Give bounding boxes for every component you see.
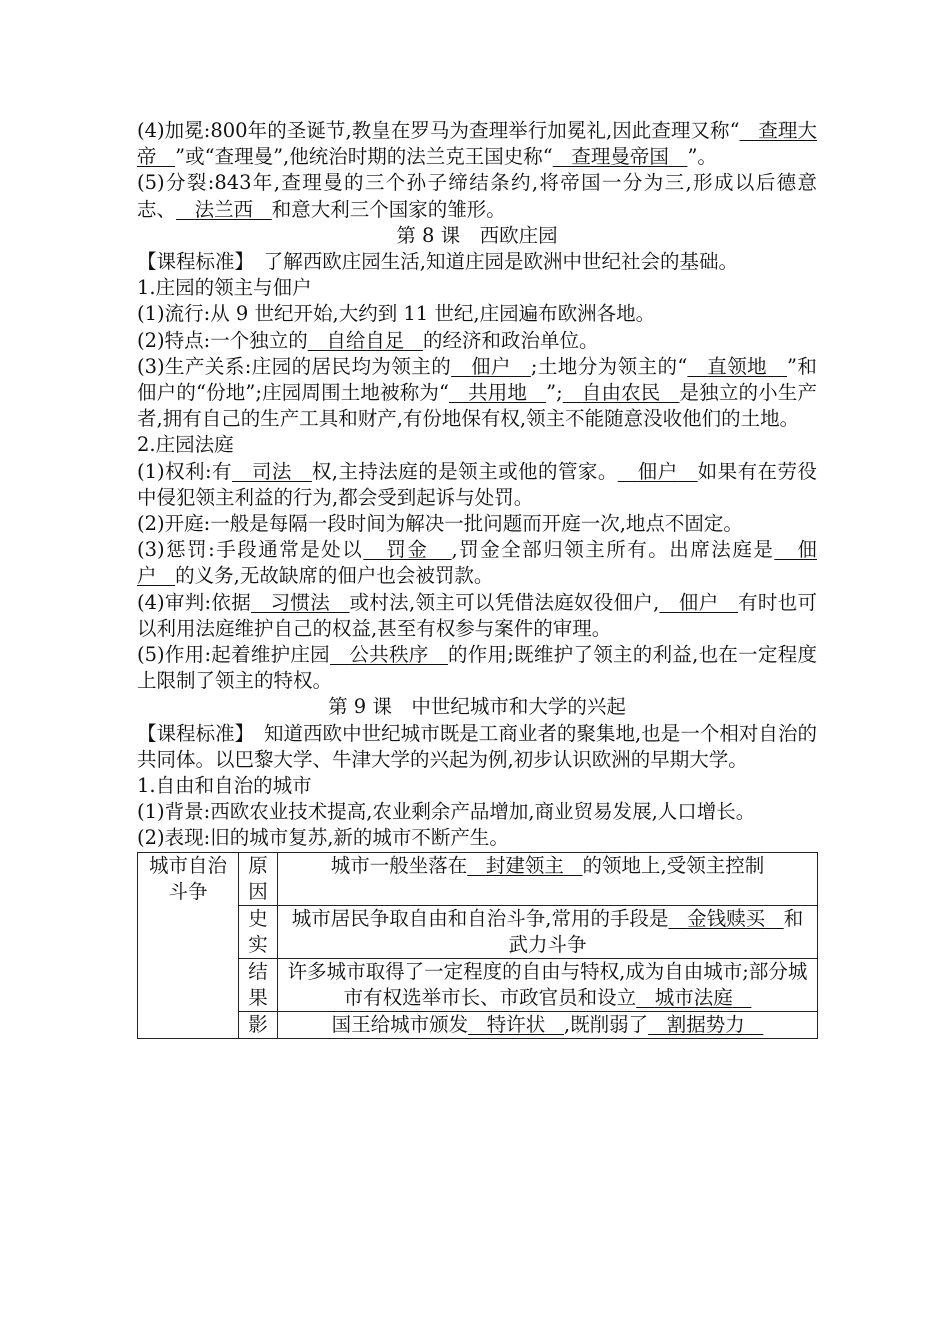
answer-blank: 公共秩序	[349, 643, 429, 667]
answer-blank: 自由农民	[581, 381, 661, 405]
answer-blank: 查理大帝	[137, 119, 817, 169]
paragraph	[137, 354, 817, 433]
answer-blank: 司法	[251, 459, 292, 483]
answer-blank: 金钱赎买	[687, 906, 766, 930]
answer-blank: 罚金	[386, 538, 429, 562]
city-autonomy-table	[137, 852, 818, 1039]
table-row	[138, 905, 818, 958]
text: 许多城市取得了一定程度的自由与特权,成为自由城市;部分城市有权选举市长、市政官员和设立	[287, 959, 808, 1009]
lesson-9-standard: 【课程标准】 知道西欧中世纪城市既是工商业者的聚集地,也是一个相对自治的共同体。以巴黎大学、牛津大学的兴起为例,初步认识欧洲的早期大学。	[137, 721, 817, 771]
text: 城市一般坐落在	[330, 853, 468, 877]
lesson-8-title: 第 8 课 西欧庄园	[396, 223, 558, 247]
text: 或村法,领主可以凭借法庭奴役佃户,	[349, 590, 660, 614]
section-heading: 1.庄园的领主与佃户	[137, 276, 312, 300]
paragraph	[137, 590, 817, 642]
answer-blank: 佃户	[637, 459, 678, 483]
text: 权,主持法庭的是领主或他的管家。	[311, 459, 618, 483]
text: ”。	[687, 145, 717, 169]
answer-blank: 法兰西	[194, 197, 254, 221]
answer-blank: 习惯法	[270, 590, 331, 614]
text: ;土地分为领主的“	[530, 354, 688, 378]
answer-blank: 共用地	[468, 381, 528, 405]
table-row-label: 结果	[239, 958, 278, 1011]
answer-blank: 佃户	[471, 354, 511, 378]
text: ”或“查理曼”,他统治时期的法兰克王国史称“	[175, 145, 553, 169]
text: 如果有在劳役中侵犯领主利益的行为,都会受到起诉与处罚。	[137, 459, 817, 509]
table-row	[138, 958, 818, 1011]
text: 和意大利三个国家的雏形。	[271, 197, 506, 221]
text: 的义务,无故缺席的佃户也会被罚款。	[175, 564, 494, 588]
text: (4)审判:依据	[137, 590, 252, 614]
paragraph	[137, 642, 817, 694]
text: 的经济和政治单位。	[422, 328, 599, 352]
answer-blank: 封建领主	[485, 853, 564, 877]
table-row	[138, 1011, 818, 1038]
answer-blank: 佃户	[137, 538, 817, 588]
table-row-label: 原因	[239, 852, 278, 905]
paragraph: (2)开庭:一般是每隔一段时间为解决一批问题而开庭一次,地点不固定。	[137, 512, 743, 536]
table-cell	[278, 958, 818, 1011]
answer-blank: 查理曼帝国	[571, 145, 669, 169]
section-heading: 1.自由和自治的城市	[137, 774, 312, 798]
text: 和武力斗争	[508, 906, 804, 956]
text: ,罚金全部归领主所有。出席法庭是	[451, 538, 775, 562]
text: 是独立的小生产者,拥有自己的生产工具和财产,有份地保有权,领主不能随意没收他们的土地。	[137, 381, 817, 431]
text: 国王给城市颁发	[331, 1012, 469, 1036]
text: ,既削弱了	[563, 1012, 649, 1036]
text: (2)特点:一个独立的	[137, 328, 308, 352]
paragraph: (1)流行:从 9 世纪开始,大约到 11 世纪,庄园遍布欧洲各地。	[137, 302, 656, 326]
text: (5)分裂:843年,查理曼的三个孙子缔结条约,将帝国一分为三,形成以后德意志、	[137, 171, 817, 221]
table-cell	[278, 852, 818, 905]
text: 的领地上,受领主控制	[582, 853, 765, 877]
answer-blank: 自给自足	[326, 328, 405, 352]
text: (3)惩罚:手段通常是处以	[137, 538, 364, 562]
text: ”;	[546, 381, 563, 405]
paragraph-split	[137, 170, 817, 222]
answer-blank: 割据势力	[666, 1012, 745, 1036]
lesson-9-title: 第 9 课 中世纪城市和大学的兴起	[328, 695, 626, 719]
paragraph-coronation	[137, 118, 817, 170]
section-heading: 2.庄园法庭	[137, 433, 234, 457]
document-page	[137, 118, 817, 1039]
table-cell	[278, 905, 818, 958]
text: (1)权利:有	[137, 459, 232, 483]
text: (4)加冕:800年的圣诞节,教皇在罗马为查理举行加冕礼,因此查理又称“	[137, 119, 740, 142]
text: ”和佃户的“份地”;庄园周围土地被称为“	[137, 354, 817, 405]
paragraph	[137, 459, 817, 511]
lesson-8-standard: 【课程标准】 了解西欧庄园生活,知道庄园是欧洲中世纪社会的基础。	[137, 250, 738, 274]
text: 有时也可以利用法庭维护自己的权益,甚至有权参与案件的审理。	[137, 590, 817, 640]
answer-blank: 特许状	[486, 1012, 546, 1036]
text: 城市居民争取自由和自治斗争,常用的手段是	[291, 906, 669, 930]
answer-blank: 佃户	[678, 590, 719, 614]
paragraph	[137, 328, 817, 354]
table-group-label: 城市自治斗争	[138, 852, 239, 1038]
table-cell	[278, 1011, 818, 1038]
paragraph: (1)背景:西欧农业技术提高,农业剩余产品增加,商业贸易发展,人口增长。	[137, 800, 756, 824]
text: 的作用;既维护了领主的利益,也在一定程度上限制了领主的特权。	[137, 643, 817, 693]
answer-blank: 城市法庭	[654, 985, 733, 1009]
text: (5)作用:起着维护庄园	[137, 643, 330, 667]
paragraph	[137, 537, 817, 589]
table-row	[138, 852, 818, 905]
answer-blank: 直领地	[707, 354, 768, 378]
paragraph: (2)表现:旧的城市复苏,新的城市不断产生。	[137, 826, 509, 850]
table-row-label: 史实	[239, 905, 278, 958]
table-row-label: 影	[239, 1011, 278, 1038]
text: (3)生产关系:庄园的居民均为领主的	[137, 354, 452, 378]
